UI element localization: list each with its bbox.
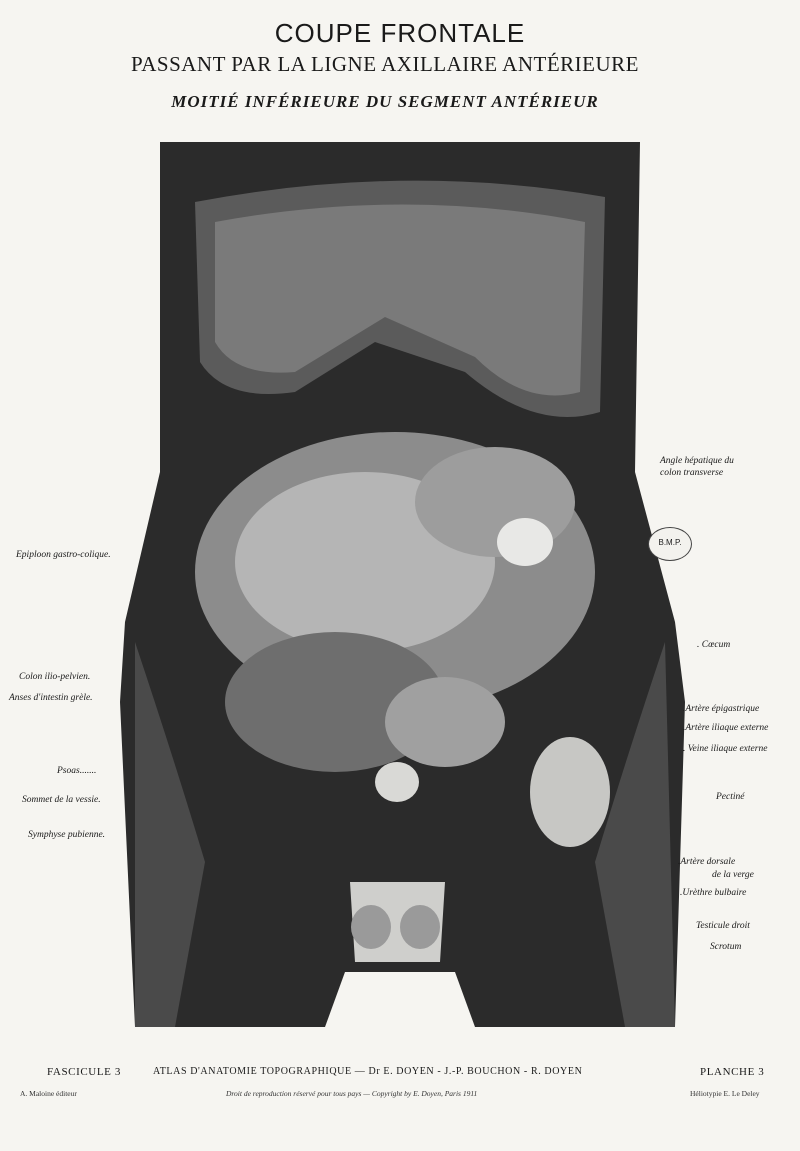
anatomical-section-image — [115, 142, 685, 1027]
label-scrotum: Scrotum — [710, 942, 742, 952]
label-psoas: Psoas....... — [57, 766, 97, 776]
label-symphyse-pubienne: Symphyse pubienne. — [28, 830, 106, 840]
footer-droit: Droit de reproduction réservé pour tous pays — Copyright by E. Doyen, Paris 1911 — [226, 1089, 478, 1098]
label-artere-dorsale: .Artère dorsale — [678, 857, 736, 867]
label-artere-iliaque: .Artère iliaque externe — [683, 723, 769, 733]
plate-title: COUPE FRONTALE — [274, 18, 526, 48]
library-stamp: B.M.P. — [648, 527, 692, 561]
label-epiploon: Epiploon gastro-colique. — [16, 550, 111, 560]
label-caecum: . Cœcum — [697, 640, 731, 650]
label-colon-ilio-pelvien: Colon ilio-pelvien. — [19, 672, 91, 682]
footer-planche: PLANCHE 3 — [700, 1066, 765, 1078]
label-anses-intestin: Anses d'intestin grèle. — [9, 693, 93, 703]
label-artere-epigastrique: .Artère épigastrique — [683, 704, 760, 714]
label-testicule: Testicule droit — [696, 921, 750, 931]
label-veine-iliaque: . Veine iliaque externe — [683, 744, 768, 754]
footer-fascicule: FASCICULE 3 — [47, 1066, 121, 1078]
label-pectine: Pectiné — [716, 792, 745, 802]
label-sommet-vessie: Sommet de la vessie. — [22, 795, 101, 805]
label-colon-transverse: colon transverse — [660, 468, 724, 478]
label-urethre-bulbaire: .Urèthre bulbaire — [680, 888, 747, 898]
footer-atlas: ATLAS D'ANATOMIE TOPOGRAPHIQUE — Dr E. DOYEN - J.-P. BOUCHON - R. DOYEN — [153, 1066, 583, 1077]
footer-heliotypie: Héliotypie E. Le Deley — [690, 1089, 760, 1098]
plate-subtitle: PASSANT PAR LA LIGNE AXILLAIRE ANTÉRIEURE — [130, 52, 639, 76]
plate-section-title: MOITIÉ INFÉRIEURE DU SEGMENT ANTÉRIEUR — [171, 92, 599, 111]
label-angle-hepatique: Angle hépatique du — [660, 456, 734, 466]
footer-editeur: A. Maloine éditeur — [20, 1089, 77, 1098]
label-de-la-verge: de la verge — [712, 870, 754, 880]
